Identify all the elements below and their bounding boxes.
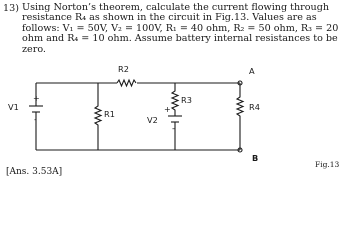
label-r3: R3 [181,95,192,105]
question-text: Using Norton’s theorem, calculate the current flowing through resistance R₄ as shown in the circuit in Fig.13. Values are as follows: V₁ = 50V, V₂ = 100V, R₁ = 40 ohm, R₂ = 50 ohm, R₃ = 20 ohm and R₄ = 10 ohm. Assume battery internal resistances to be zero. [22,2,339,55]
label-r2: R2 [118,64,129,74]
label-terminal-a: A [249,66,255,76]
label-v1: V1 [8,102,19,112]
r1-resistor [95,83,101,150]
label-terminal-b: B [252,153,259,163]
label-v2: V2 [147,115,158,125]
question-number: 13) [3,3,19,14]
v2-plus-sign: + [164,105,171,114]
v1-minus-sign: - [34,115,37,124]
figure-caption: Fig.13 [315,160,340,169]
answer-text: [Ans. 3.53A] [6,167,63,177]
label-r1: R1 [104,109,115,119]
r2-resistor [117,80,136,86]
r4-resistor [237,83,243,150]
label-r4: R4 [249,102,260,112]
v1-plus-sign: + [33,94,40,103]
r3-resistor [172,83,178,116]
v2-minus-sign: - [172,124,175,133]
